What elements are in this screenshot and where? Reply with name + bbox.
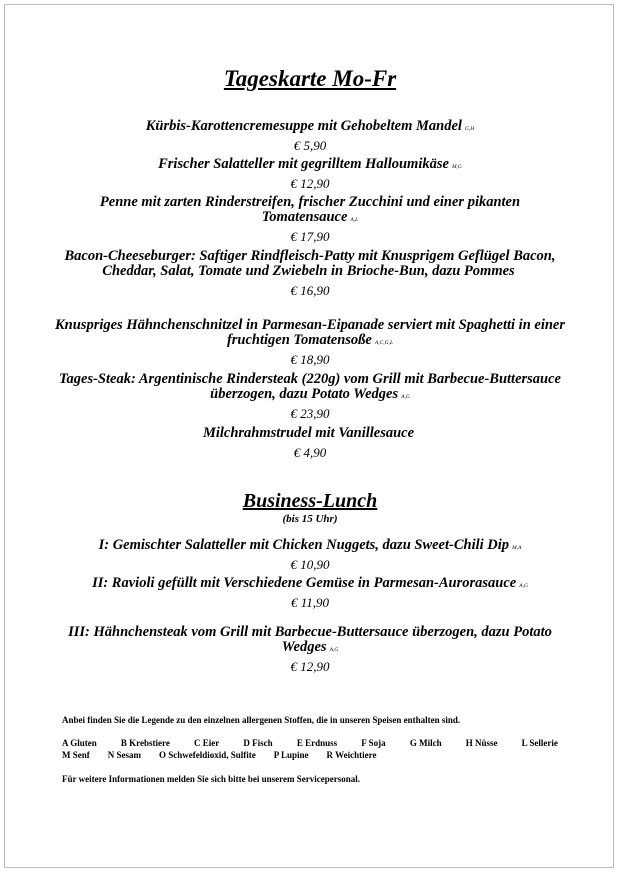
- legend-entry: H Nüsse: [465, 738, 498, 748]
- lunch-item: [52, 625, 568, 674]
- allergen-codes: A,G: [329, 647, 339, 653]
- allergen-legend-row: [62, 749, 558, 761]
- allergen-codes: M,G: [451, 164, 462, 170]
- menu-item: [52, 195, 568, 244]
- allergen-legend-intro: Anbei finden Sie die Legende zu den einzelnen allergenen Stoffen, die in unseren Speisen enthalten sind.: [62, 715, 461, 725]
- menu-item: [52, 157, 568, 191]
- menu-item-price: € 12,90: [290, 176, 330, 191]
- legend-entry: G Milch: [409, 738, 442, 748]
- allergen-legend: [62, 737, 558, 761]
- menu-item: [52, 318, 568, 367]
- lunch-item-price: € 10,90: [290, 557, 330, 572]
- allergen-codes: A,G: [519, 583, 528, 589]
- lunch-item: [52, 576, 568, 610]
- legend-entry: R Weichtiere: [326, 750, 377, 760]
- allergen-codes: A,L: [350, 217, 359, 223]
- lunch-item-price: € 12,90: [290, 659, 330, 674]
- menu-item: [52, 119, 568, 153]
- legend-entry: P Lupine: [273, 750, 309, 760]
- menu-item-price: € 23,90: [290, 406, 330, 421]
- allergen-codes: A,C,G,L: [374, 340, 394, 346]
- menu-item-name: Kürbis-Karottencremesuppe mit Gehobeltem Mandel G,H: [145, 118, 475, 134]
- menu-item-price: € 18,90: [290, 352, 330, 367]
- menu-item-price: € 17,90: [290, 229, 330, 244]
- menu-item-name: Bacon-Cheeseburger: Saftiger Rindfleisch-Patty mit Knusprigem Geflügel Bacon, Cheddar, Salat, Tomate und Zwiebeln in Brioche-Bun, dazu Pommes: [64, 248, 556, 279]
- legend-entry: M Senf: [62, 750, 90, 760]
- menu-item-name: Milchrahmstrudel mit Vanillesauce: [202, 425, 415, 441]
- menu-item: [52, 426, 568, 460]
- allergen-legend-row: [62, 737, 558, 749]
- allergen-codes: A,G: [401, 394, 410, 400]
- menu-item-price: € 4,90: [293, 445, 327, 460]
- lunch-item: [52, 538, 568, 572]
- legend-entry: D Fisch: [243, 738, 273, 748]
- legend-entry: A Gluten: [62, 738, 97, 748]
- menu-item-name: Tages-Steak: Argentinische Rindersteak (220g) vom Grill mit Barbecue-Buttersauce überzogen, dazu Potato Wedges A,G: [59, 371, 561, 402]
- daily-menu-title: Tageskarte Mo-Fr: [223, 66, 397, 91]
- menu-item-price: € 16,90: [290, 283, 330, 298]
- menu-item-name: Knuspriges Hähnchenschnitzel in Parmesan-Eipanade serviert mit Spaghetti in einer fruchtigen Tomatensoße A,C,G,L: [55, 317, 565, 348]
- legend-entry: C Eier: [194, 738, 220, 748]
- menu-item: [52, 249, 568, 298]
- menu-item-name: Penne mit zarten Rinderstreifen, frischer Zucchini und einer pikanten Tomatensauce A,L: [99, 194, 521, 225]
- menu-item: [52, 372, 568, 421]
- legend-entry: B Krebstiere: [120, 738, 170, 748]
- lunch-item-name: I: Gemischter Salatteller mit Chicken Nuggets, dazu Sweet-Chili Dip M,A: [98, 537, 522, 553]
- business-lunch-subtitle: (bis 15 Uhr): [282, 513, 338, 525]
- menu-item-name: Frischer Salatteller mit gegrilltem Halloumikäse M,G: [158, 156, 462, 172]
- legend-entry: F Soja: [361, 738, 386, 748]
- legend-entry: E Erdnuss: [296, 738, 338, 748]
- menu-item-price: € 5,90: [293, 138, 327, 153]
- legend-entry: N Sesam: [107, 750, 141, 760]
- lunch-item-price: € 11,90: [290, 595, 330, 610]
- allergen-codes: M,A: [512, 545, 522, 551]
- lunch-item-name: II: Ravioli gefüllt mit Verschiedene Gemüse in Parmesan-Aurorasauce A,G: [92, 575, 528, 591]
- allergen-legend-footer: Für weitere Informationen melden Sie sich bitte bei unserem Servicepersonal.: [62, 774, 360, 784]
- allergen-codes: G,H: [464, 126, 475, 132]
- legend-entry: L Sellerie: [521, 738, 558, 748]
- legend-entry: O Schwefeldioxid, Sulfite: [159, 750, 256, 760]
- lunch-item-name: III: Hähnchensteak vom Grill mit Barbecue-Buttersauce überzogen, dazu Potato Wedges A,G: [68, 624, 552, 655]
- business-lunch-title: Business-Lunch: [242, 490, 378, 512]
